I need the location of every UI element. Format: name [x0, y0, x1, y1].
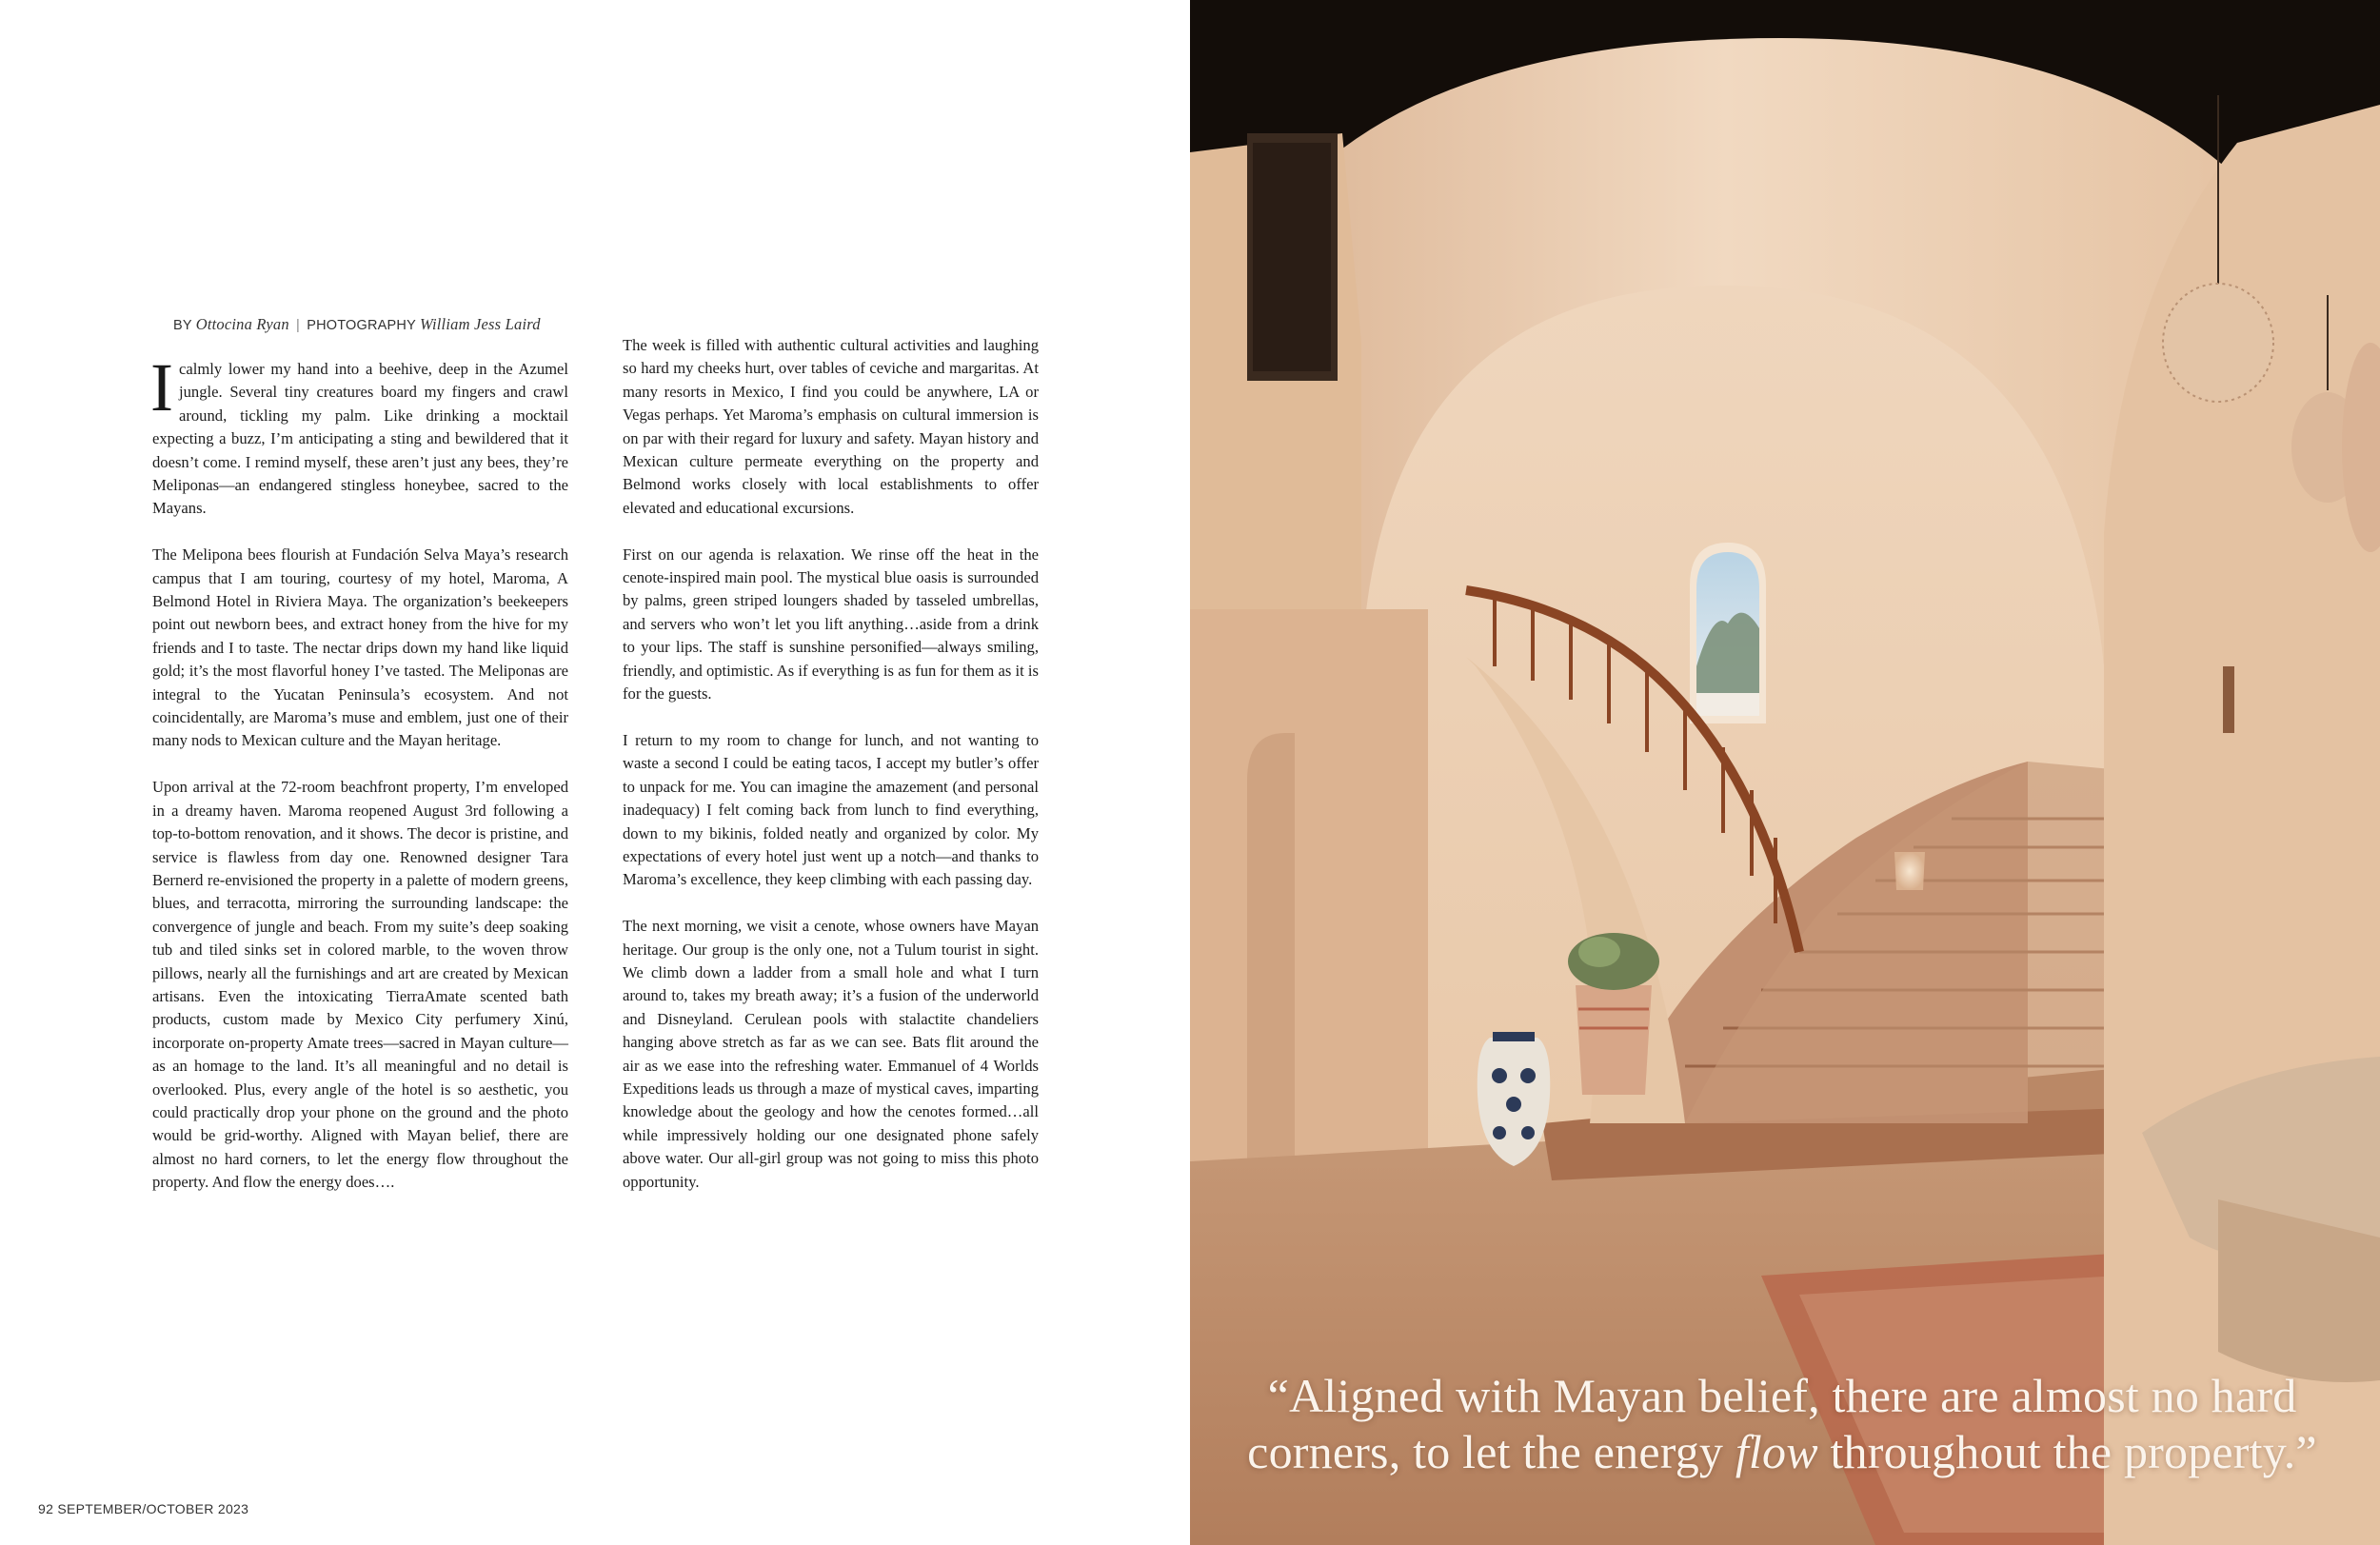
article-paragraph: [150, 349, 568, 521]
article-paragraph: I return to my room to change for lunch, and not wanting to waste a second I could be eating tacos, I accept my butler’s offer to unpack for me. You can imagine the amazement (and personal inadequacy) I felt coming back from lunch to find everything, down to my bikinis, folded neatly and organized by color. My expectations of every hotel just went up a notch—and thanks to Maroma’s excellence, they keep climbing with each passing day.: [623, 730, 1039, 889]
article-paragraph: The next morning, we visit a cenote, whose owners have Mayan heritage. Our group is the only one, not a Tulum tourist in sight. We climb down a ladder from a small hole and what I turn around to, takes my breath away; it’s a fusion of the underworld and Disneyland. Cerulean pools with stalactite chandeliers hanging above stretch as far as we can see. Bats flit around the air as we ease into the refreshing water. Emmanuel of 4 Worlds Expeditions leads us through a maze of mystical caves, imparting knowledge about the geology and how the cenotes formed…all while impressively holding our one designated phone safely above water. Our all-girl group was not going to miss this photo opportunity.: [623, 917, 1039, 1191]
byline-author: Ottocina Ryan: [195, 315, 289, 333]
staircase-photo: [1190, 0, 2380, 1545]
pull-quote-emphasis: flow: [1735, 1425, 1818, 1478]
byline-photo-label: PHOTOGRAPHY: [307, 318, 416, 333]
byline-photographer: William Jess Laird: [419, 315, 541, 333]
pull-quote-part-1: “Aligned with Mayan belief, there are almost no hard corners, to let the energy: [1247, 1369, 2297, 1478]
pull-quote: [1230, 1368, 2334, 1480]
drop-cap: I: [150, 349, 173, 426]
pull-quote-part-2: throughout the property.”: [1817, 1425, 2317, 1478]
article-paragraph: The Melipona bees flourish at Fundación Selva Maya’s research campus that I am touring, courtesy of my hotel, Maroma, A Belmond Hotel in Riviera Maya. The organization’s beekeepers point out newborn bees, and extract honey from the hive for my friends and I to taste. The nectar drips down my hand like liquid gold; it’s the most flavorful honey I’ve tasted. The Meliponas are integral to the Yucatan Peninsula’s ecosystem. And not coincidentally, are Maroma’s muse and emblem, just one of their many nods to Mexican culture and the Mayan heritage.: [152, 545, 568, 750]
article-paragraph: The week is filled with authentic cultural activities and laughing so hard my cheeks hurt, over tables of ceviche and margaritas. At many resorts in Mexico, I find you could be anywhere, LA or Vegas perhaps. Yet Maroma’s emphasis on cultural immersion is on par with their regard for luxury and safety. Mayan history and Mexican culture permeate everything on the property and Belmond works closely with local establishments to offer elevated and educational excursions.: [623, 336, 1039, 517]
article-column-1: [150, 349, 568, 1195]
article-column-2: [623, 334, 1039, 1194]
page-folio: 92 SEPTEMBER/OCTOBER 2023: [38, 1501, 249, 1516]
byline: [173, 315, 592, 334]
article-paragraph: First on our agenda is relaxation. We rinse off the heat in the cenote-inspired main pool. The mystical blue oasis is surrounded by palms, green striped loungers shaded by tasseled umbrellas, and servers who won’t let you lift anything…aside from a drink to your lips. The staff is sunshine personified—always smiling, friendly, and optimistic. As if everything is as fun for them as it is for the guests.: [623, 545, 1039, 703]
byline-separator: |: [296, 318, 300, 333]
article-paragraph: Upon arrival at the 72-room beachfront property, I’m enveloped in a dreamy haven. Maroma reopened August 3rd following a top-to-bottom renovation, and it shows. The decor is pristine, and service is flawless from day one. Renowned designer Tara Bernerd re-envisioned the property in a palette of modern greens, blues, and terracotta, mirroring the surrounding landscape: the convergence of jungle and beach. From my suite’s deep soaking tub and tiled sinks set in colored marble, to the woven throw pillows, nearly all the furnishings and art are created by Mexican artisans. Even the intoxicating TierraAmate scented bath products, custom made by Mexico City perfumery Xinú, incorporate on-property Amate trees—sacred in Mayan culture—as an homage to the land. It’s all meaningful and no detail is overlooked. Plus, every angle of the hotel is so aesthetic, you could practically drop your phone on the ground and the photo would be grid-worthy. Aligned with Mayan belief, there are almost no hard corners, to let the energy flow throughout the property. And flow the energy does….: [152, 778, 568, 1192]
byline-by-label: BY: [173, 318, 192, 333]
photo-page: [1190, 0, 2380, 1545]
article-paragraph-text: calmly lower my hand into a beehive, deep in the Azumel jungle. Several tiny creatures board my fingers and crawl around, tickling my palm. Like drinking a mocktail expecting a buzz, I’m anticipating a sting and bewildered that it doesn’t come. I remind myself, these aren’t just any bees, they’re Meliponas—an endangered stingless honeybee, sacred to the Mayans.: [152, 360, 568, 518]
